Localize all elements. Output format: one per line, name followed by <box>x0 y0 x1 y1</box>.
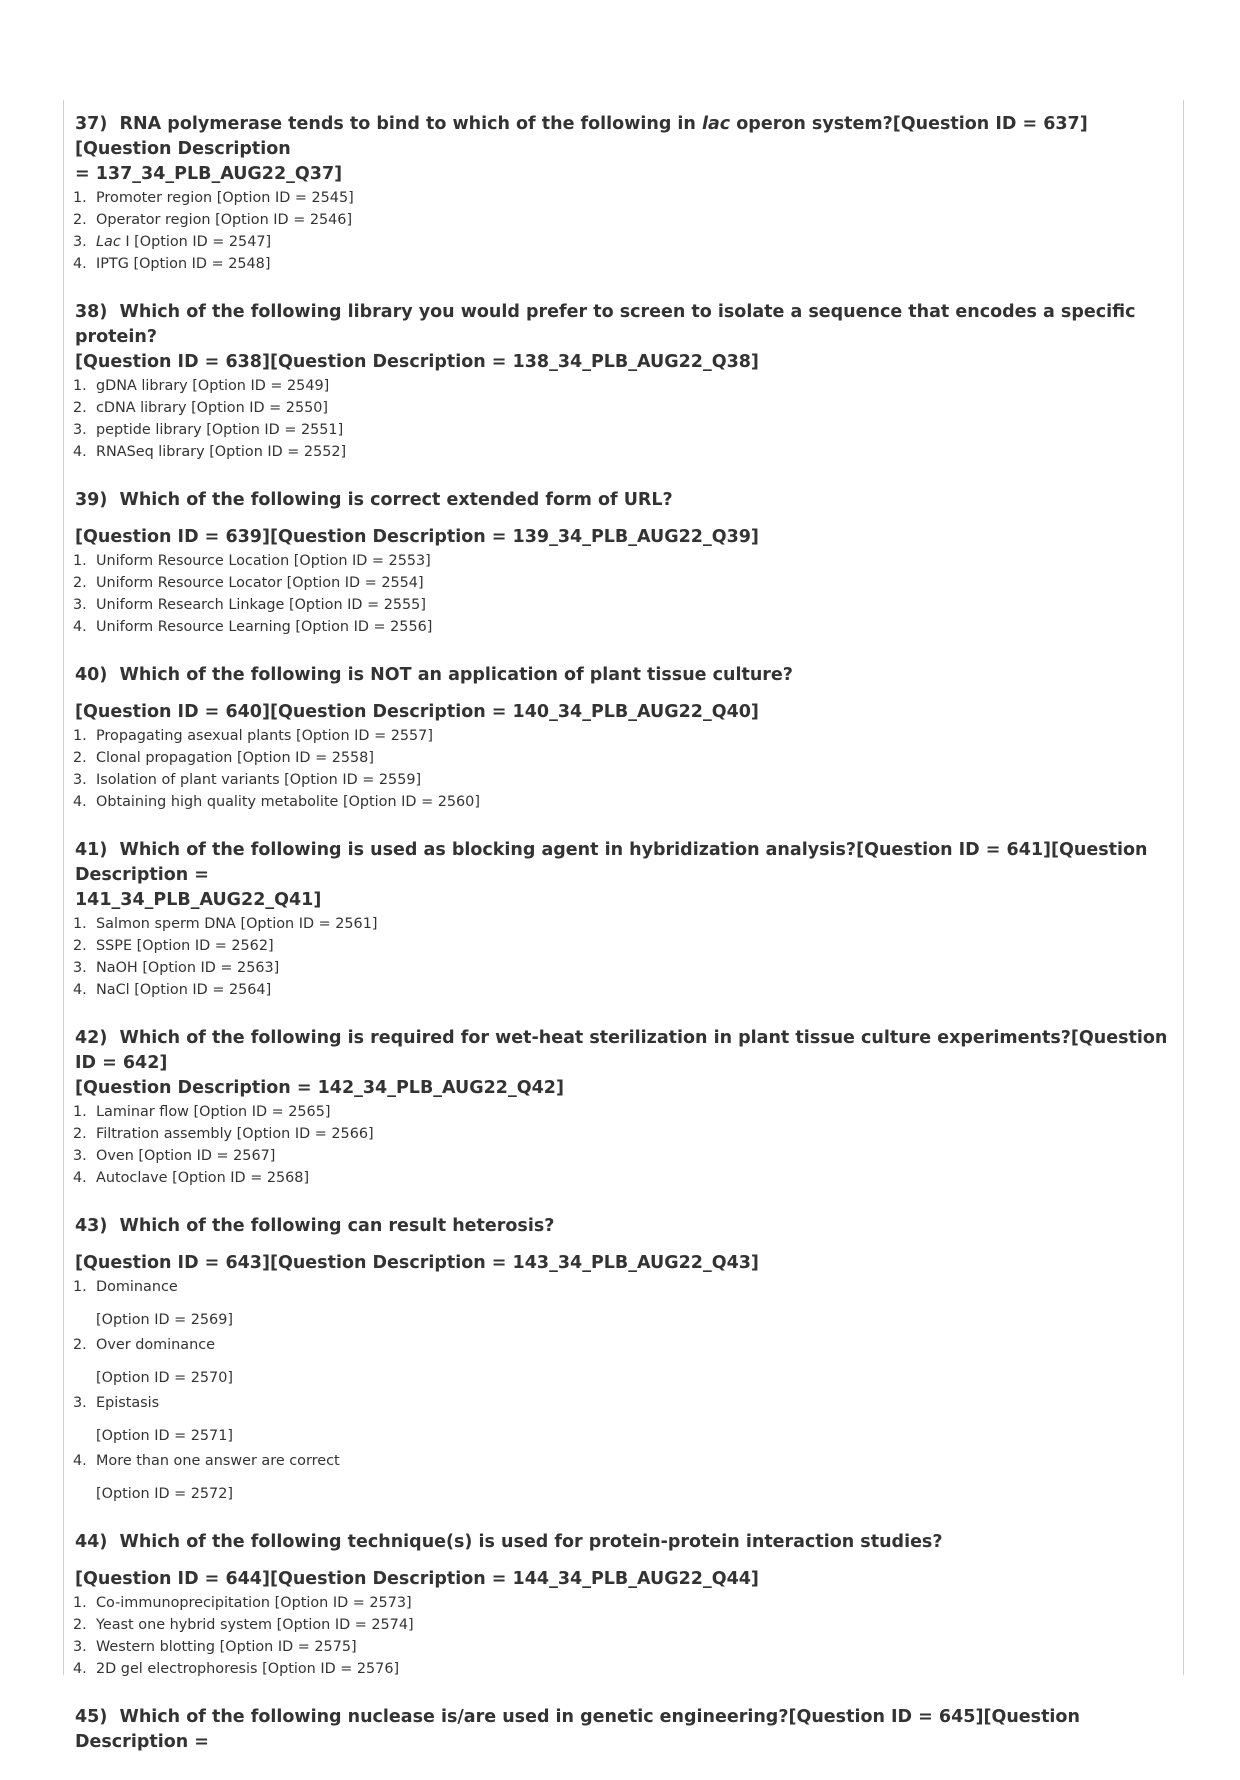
option-item[interactable]: 4. More than one answer are correct [Option ID = 2572] <box>73 1453 340 1502</box>
option-item[interactable]: 3. peptide library [Option ID = 2551] <box>73 422 344 438</box>
question-43 <box>75 1214 1170 1505</box>
question-text: 45) Which of the following nuclease is/are used in genetic engineering?[Question ID = 645][Question Description = <box>75 1707 1080 1752</box>
option-item[interactable]: 1. Uniform Resource Location [Option ID = 2553] <box>73 553 431 569</box>
option-item[interactable]: 3. Lac I [Option ID = 2547] <box>73 234 272 250</box>
option-item[interactable]: 3. NaOH [Option ID = 2563] <box>73 960 280 976</box>
question-39 <box>75 488 1170 638</box>
question-41 <box>75 838 1170 1001</box>
option-item[interactable]: 4. 2D gel electrophoresis [Option ID = 2576] <box>73 1661 400 1677</box>
options-list <box>73 725 1170 813</box>
option-item[interactable]: 2. Uniform Resource Locator [Option ID = 2554] <box>73 575 424 591</box>
option-item[interactable]: 1. Co-immunoprecipitation [Option ID = 2573] <box>73 1595 412 1611</box>
question-text: 40) Which of the following is NOT an application of plant tissue culture? <box>75 665 793 685</box>
option-item[interactable]: 2. Operator region [Option ID = 2546] <box>73 212 353 228</box>
option-item[interactable]: 3. Epistasis [Option ID = 2571] <box>73 1395 233 1444</box>
question-42 <box>75 1026 1170 1189</box>
question-id-line: [Question ID = 644][Question Description = 144_34_PLB_AUG22_Q44] <box>75 1569 759 1589</box>
question-40 <box>75 663 1170 813</box>
question-text: 42) Which of the following is required for wet-heat sterilization in plant tissue culture experiments?[Question ID = 642] [Question Description = 142_34_PLB_AUG22_Q42] <box>75 1028 1168 1098</box>
option-item[interactable]: 1. Dominance [Option ID = 2569] <box>73 1279 233 1328</box>
option-item[interactable]: 2. Yeast one hybrid system [Option ID = 2574] <box>73 1617 414 1633</box>
question-id-line: [Question ID = 643][Question Description = 143_34_PLB_AUG22_Q43] <box>75 1253 759 1273</box>
question-37 <box>75 112 1170 275</box>
option-item[interactable]: 4. NaCl [Option ID = 2564] <box>73 982 272 998</box>
option-item[interactable]: 1. Salmon sperm DNA [Option ID = 2561] <box>73 916 378 932</box>
question-44 <box>75 1530 1170 1680</box>
option-item[interactable]: 3. Western blotting [Option ID = 2575] <box>73 1639 357 1655</box>
option-item[interactable]: 2. Clonal propagation [Option ID = 2558] <box>73 750 374 766</box>
option-item[interactable]: 1. gDNA library [Option ID = 2549] <box>73 378 330 394</box>
question-id-line: [Question ID = 639][Question Description = 139_34_PLB_AUG22_Q39] <box>75 527 759 547</box>
question-id-line: [Question ID = 640][Question Description = 140_34_PLB_AUG22_Q40] <box>75 702 759 722</box>
option-item[interactable]: 3. Oven [Option ID = 2567] <box>73 1148 276 1164</box>
option-item[interactable]: 1. Laminar flow [Option ID = 2565] <box>73 1104 331 1120</box>
option-item[interactable]: 1. Promoter region [Option ID = 2545] <box>73 190 354 206</box>
option-item[interactable]: 4. Uniform Resource Learning [Option ID = 2556] <box>73 619 433 635</box>
question-text: 39) Which of the following is correct extended form of URL? <box>75 490 673 510</box>
question-text: 43) Which of the following can result heterosis? <box>75 1216 555 1236</box>
question-45 <box>75 1705 1170 1755</box>
options-list <box>73 375 1170 463</box>
option-item[interactable]: 2. Filtration assembly [Option ID = 2566] <box>73 1126 374 1142</box>
question-text: 38) Which of the following library you would prefer to screen to isolate a sequence that encodes a specific protein? [Question ID = 638][Question Description = 138_34_PLB_AUG22_Q38] <box>75 302 1136 372</box>
options-list <box>73 550 1170 638</box>
options-list <box>73 1592 1170 1680</box>
options-list <box>73 1276 1170 1505</box>
option-item[interactable]: 3. Uniform Research Linkage [Option ID = 2555] <box>73 597 426 613</box>
option-item[interactable]: 1. Propagating asexual plants [Option ID = 2557] <box>73 728 433 744</box>
question-38 <box>75 300 1170 463</box>
question-text: 44) Which of the following technique(s) is used for protein-protein interaction studies? <box>75 1532 943 1552</box>
page-border-left <box>63 100 64 1675</box>
options-list <box>73 913 1170 1001</box>
option-item[interactable]: 4. IPTG [Option ID = 2548] <box>73 256 271 272</box>
option-item[interactable]: 2. Over dominance [Option ID = 2570] <box>73 1337 233 1386</box>
options-list <box>73 1101 1170 1189</box>
options-list <box>73 187 1170 275</box>
option-item[interactable]: 2. SSPE [Option ID = 2562] <box>73 938 274 954</box>
question-paper <box>75 112 1170 1780</box>
option-item[interactable]: 4. Autoclave [Option ID = 2568] <box>73 1170 310 1186</box>
option-item[interactable]: 4. Obtaining high quality metabolite [Option ID = 2560] <box>73 794 480 810</box>
question-text: 37) RNA polymerase tends to bind to which of the following in lac operon system?[Question ID = 637][Question Description = 137_34_PLB_AUG22_Q37] <box>75 114 1088 184</box>
option-item[interactable]: 4. RNASeq library [Option ID = 2552] <box>73 444 347 460</box>
option-item[interactable]: 3. Isolation of plant variants [Option ID = 2559] <box>73 772 422 788</box>
question-text: 41) Which of the following is used as blocking agent in hybridization analysis?[Question ID = 641][Question Description = 141_34_PLB_AUG22_Q41] <box>75 840 1148 910</box>
option-item[interactable]: 2. cDNA library [Option ID = 2550] <box>73 400 329 416</box>
page-border-right <box>1183 100 1184 1675</box>
